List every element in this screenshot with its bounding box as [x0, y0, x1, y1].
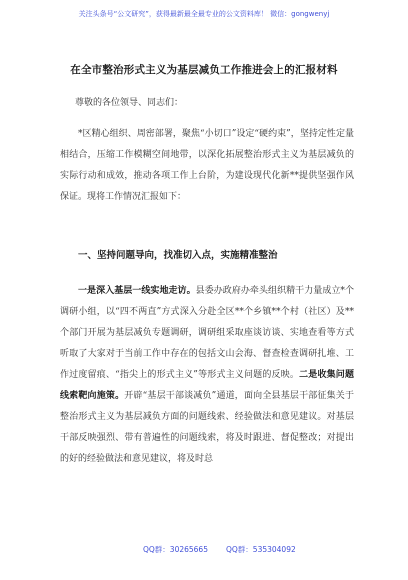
section-heading: 一、坚持问题导向，找准切入点，实施精准整治: [78, 250, 278, 261]
salutation: 尊敬的各位领导、同志们：: [75, 98, 184, 108]
footer-qq-group-1: QQ群：30265665: [143, 545, 208, 554]
document-title: 在全市整治形式主义为基层减负工作推进会上的汇报材料: [70, 64, 338, 76]
body-text-2: 开辟“基层干部谈减负”通道，面向全县基层干部征集关于整治形式主义为基层减负方面的问题线索、经验做法和意见建议。对基层干部反映强烈、带有普遍性的问题线索，将及时跟进、督促整改；对提出的好的经验做法和意见建议，将及时总: [60, 391, 354, 464]
section-paragraph: [60, 281, 354, 470]
footer-qq-group-2: QQ群：535304092: [226, 545, 296, 554]
top-banner: 关注头条号“公文研究”，获得最新最全最专业的公文资料库！ 微信：gongwenyj: [78, 10, 330, 18]
lead-phrase-1: 一是深入基层一线实地走访。: [78, 286, 196, 296]
body-text-1: 县委办政府办牵头组织精干力量成立*个调研小组，以“四不两直”方式深入分赴全区**个乡镇**个村（社区）及**个部门开展为基层减负专题调研，调研组采取座谈访谈、实地查看等方式听取了大家对于当前工作中存在的包括文山会海、督查检查调研扎堆、工作过度留痕、“指尖上的形式主义”等形式主义问题的反映。: [60, 286, 354, 380]
lead-phrase-2: 二是收集问题线索靶向施策。: [60, 370, 354, 401]
intro-paragraph: *区精心组织、周密部署，聚焦“小切口”设定“硬约束”，坚持定性定量相结合，压缩工作模糊空间地带，以深化拓展整治形式主义为基层减负的实际行动和成效，推动各项工作上台阶，为建设现代化新**提供坚强作风保证。现将工作情况汇报如下：: [60, 129, 354, 202]
